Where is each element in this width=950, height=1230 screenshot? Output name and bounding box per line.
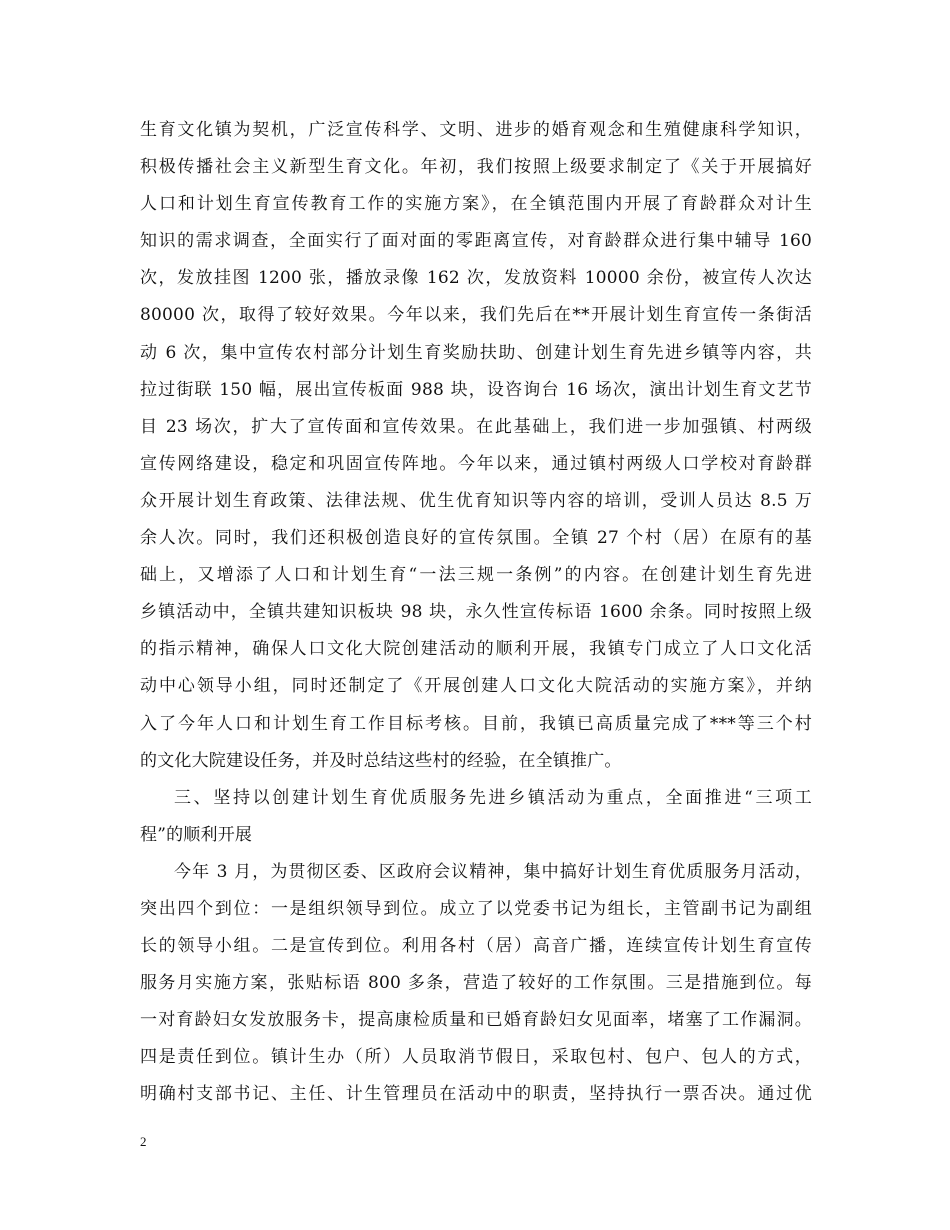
text-line: 80000 次，取得了较好效果。今年以来，我们先后在**开展计划生育宣传一条街活 [140,305,812,326]
text-line: 突出四个到位：一是组织领导到位。成立了以党委书记为组长，主管副书记为副组 [140,898,812,919]
text-line: 生育文化镇为契机，广泛宣传科学、文明、进步的婚育观念和生殖健康科学知识， [140,120,812,140]
text-line: 明确村支部书记、主任、计生管理员在活动中的职责，坚持执行一票否决。通过优 [140,1084,812,1105]
body-text [140,112,812,1114]
text-line: 程”的顺利开展 [140,824,253,845]
text-line: 拉过街联 150 幅，展出宣传板面 988 块，设咨询台 16 场次，演出计划生育文艺节 [140,379,812,400]
paragraph-section-heading [140,780,812,854]
text-line: 的指示精神，确保人口文化大院创建活动的顺利开展，我镇专门成立了人口文化活 [140,639,812,660]
text-line: 积极传播社会主义新型生育文化。年初，我们按照上级要求制定了《关于开展搞好 [140,157,812,178]
text-line: 知识的需求调查，全面实行了面对面的零距离宣传，对育龄群众进行集中辅导 160 [140,231,812,252]
text-line: 人口和计划生育宣传教育工作的实施方案》，在全镇范围内开展了育龄群众对计生 [140,194,812,215]
paragraph-1 [140,112,812,780]
text-line: 长的领导小组。二是宣传到位。利用各村（居）高音广播，连续宣传计划生育宣传 [140,936,812,957]
paragraph-3 [140,854,812,1114]
page-number: 2 [140,1134,147,1149]
text-line: 动中心领导小组，同时还制定了《开展创建人口文化大院活动的实施方案》，并纳 [140,676,812,697]
text-line: 众开展计划生育政策、法律法规、优生优育知识等内容的培训，受训人员达 8.5 万 [140,490,812,511]
text-line: 入了今年人口和计划生育工作目标考核。目前，我镇已高质量完成了***等三个村 [140,713,812,734]
text-line: 乡镇活动中，全镇共建知识板块 98 块，永久性宣传标语 1600 余条。同时按照上级 [140,602,812,623]
text-line: 动 6 次，集中宣传农村部分计划生育奖励扶助、创建计划生育先进乡镇等内容，共 [140,342,812,363]
text-line: 四是责任到位。镇计生办（所）人员取消节假日，采取包村、包户、包人的方式， [140,1047,812,1068]
text-line: 目 23 场次，扩大了宣传面和宣传效果。在此基础上，我们进一步加强镇、村两级 [140,416,812,437]
text-line: 一对育龄妇女发放服务卡，提高康检质量和已婚育龄妇女见面率，堵塞了工作漏洞。 [140,1010,812,1031]
text-line: 余人次。同时，我们还积极创造良好的宣传氛围。全镇 27 个村（居）在原有的基 [140,528,812,549]
text-line: 三、坚持以创建计划生育优质服务先进乡镇活动为重点，全面推进“三项工 [174,787,812,808]
text-line: 今年 3 月，为贯彻区委、区政府会议精神，集中搞好计划生育优质服务月活动， [174,861,812,882]
text-line: 次，发放挂图 1200 张，播放录像 162 次，发放资料 10000 余份，被宣传人次达 [140,268,812,289]
text-line: 础上，又增添了人口和计划生育“一法三规一条例”的内容。在创建计划生育先进 [140,565,812,586]
text-line: 宣传网络建设，稳定和巩固宣传阵地。今年以来，通过镇村两级人口学校对育龄群 [140,453,812,474]
text-line: 服务月实施方案，张贴标语 800 多条，营造了较好的工作氛围。三是措施到位。每 [140,973,812,994]
text-line: 的文化大院建设任务，并及时总结这些村的经验，在全镇推广。 [140,750,622,771]
